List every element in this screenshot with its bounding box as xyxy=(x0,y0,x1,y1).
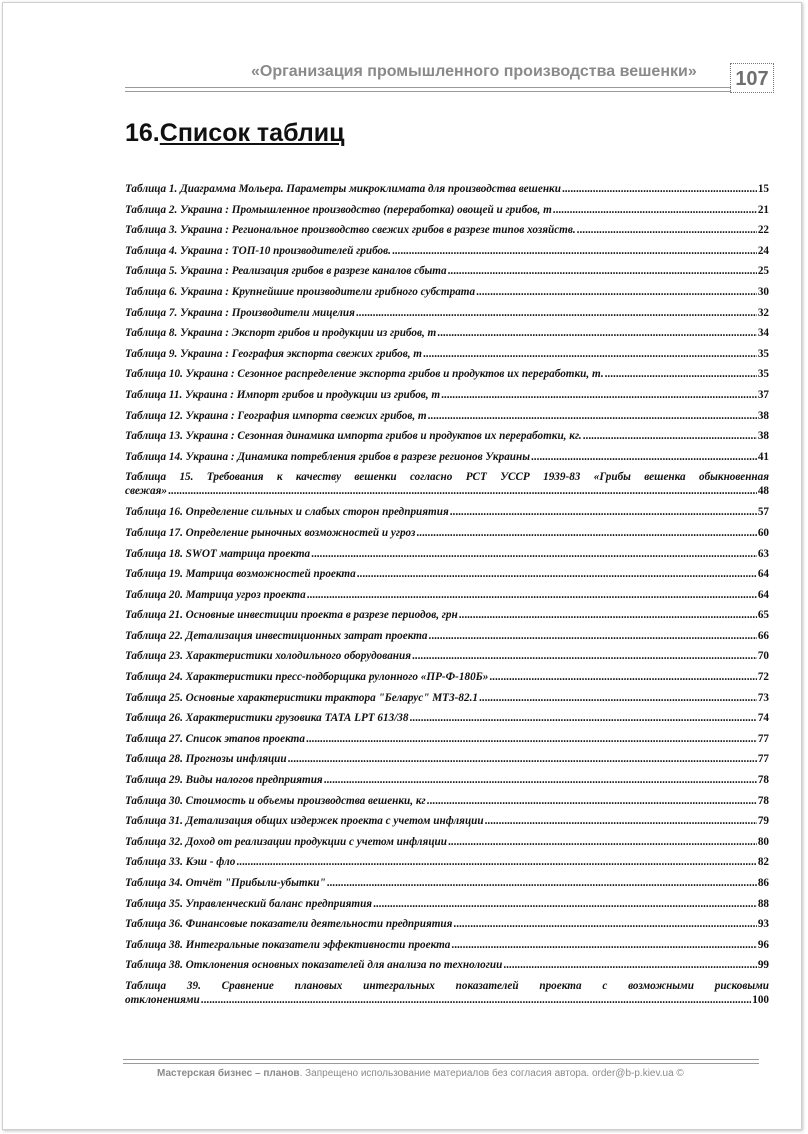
toc-entry[interactable] xyxy=(125,749,769,770)
toc-entry[interactable] xyxy=(125,791,769,812)
dot-leader xyxy=(168,484,757,499)
toc-entry-title: Таблица 19. Матрица возможностей проекта xyxy=(125,568,356,581)
toc-entry[interactable] xyxy=(125,364,769,385)
toc-entry[interactable] xyxy=(125,646,769,667)
dot-leader xyxy=(459,608,757,623)
page-number: 107 xyxy=(730,63,774,93)
toc-entry[interactable] xyxy=(125,303,769,324)
dot-leader xyxy=(416,526,756,541)
dot-leader xyxy=(427,794,757,809)
dot-leader xyxy=(450,505,757,520)
toc-entry-page: 77 xyxy=(757,753,769,766)
toc-entry-page: 80 xyxy=(757,835,769,848)
toc-entry-title: Таблица 15. Требования к качеству вешенки согласно РСТ УССР 1939-83 «Грибы вешенка обыкновенная xyxy=(125,471,769,484)
toc-entry-title: Таблица 13. Украина : Сезонная динамика импорта грибов и продуктов их переработки, кг. xyxy=(125,430,582,443)
toc-entry-page: 99 xyxy=(757,959,769,972)
toc-entry-page: 63 xyxy=(757,547,769,560)
toc-entry-title: Таблица 38. Интегральные показатели эффективности проекта xyxy=(125,938,451,951)
footer-rule-bottom xyxy=(123,1063,759,1064)
document-page xyxy=(2,2,802,1130)
toc-entry-page: 30 xyxy=(757,285,769,298)
toc-entry-page: 35 xyxy=(757,368,769,381)
table-of-tables xyxy=(125,179,769,1011)
toc-entry-page: 21 xyxy=(757,203,769,216)
toc-entry[interactable] xyxy=(125,502,769,523)
toc-entry[interactable] xyxy=(125,708,769,729)
toc-entry-title: Таблица 6. Украина : Крупнейшие производители грибного субстрата xyxy=(125,285,476,298)
toc-entry-title: Таблица 10. Украина : Сезонное распределение экспорта грибов и продуктов их переработки, т. xyxy=(125,368,604,381)
toc-entry-page: 74 xyxy=(757,712,769,725)
dot-leader xyxy=(373,897,757,912)
toc-entry[interactable] xyxy=(125,729,769,750)
toc-entry-title: Таблица 30. Стоимость и объемы производства вешенки, кг xyxy=(125,794,426,807)
dot-leader xyxy=(201,993,751,1008)
footer-notice: . Запрещено использование материалов без согласия автора. order@b-p.kiev.ua xyxy=(299,1068,674,1079)
toc-entry-page: 66 xyxy=(757,629,769,642)
header-rule-top xyxy=(125,87,731,88)
toc-entry-title: Таблица 17. Определение рыночных возможностей и угроз xyxy=(125,526,416,539)
toc-entry-page: 65 xyxy=(757,609,769,622)
toc-entry-page: 86 xyxy=(757,877,769,889)
dot-leader xyxy=(476,285,757,300)
toc-entry[interactable] xyxy=(125,467,769,502)
toc-entry-page: 73 xyxy=(757,691,769,704)
toc-entry-page: 70 xyxy=(757,650,769,663)
toc-entry[interactable] xyxy=(125,667,769,688)
dot-leader xyxy=(437,326,757,341)
toc-entry-title: Таблица 9. Украина : География экспорта свежих грибов, т xyxy=(125,347,422,360)
toc-entry-page: 64 xyxy=(757,568,769,581)
section-number: 16. xyxy=(125,119,160,147)
toc-entry[interactable] xyxy=(125,605,769,626)
dot-leader xyxy=(324,773,757,788)
toc-entry-page: 57 xyxy=(757,506,769,519)
toc-entry[interactable] xyxy=(125,426,769,447)
toc-entry[interactable] xyxy=(125,220,769,241)
header-rule-bottom xyxy=(125,91,731,92)
toc-entry[interactable] xyxy=(125,323,769,344)
dot-leader xyxy=(503,958,757,973)
toc-entry-page: 15 xyxy=(757,183,769,195)
toc-entry-title-continued: свежая» xyxy=(125,485,167,498)
section-heading xyxy=(125,119,345,148)
toc-entry-title: Таблица 29. Виды налогов предприятия xyxy=(125,774,323,787)
dot-leader xyxy=(356,306,757,321)
toc-entry-title: Таблица 18. SWOT матрица проекта xyxy=(125,547,311,560)
toc-entry[interactable] xyxy=(125,344,769,365)
dot-leader xyxy=(553,203,757,218)
toc-entry-page: 79 xyxy=(757,815,769,828)
toc-entry-page: 77 xyxy=(757,732,769,745)
toc-entry-title: Таблица 35. Управленческий баланс предприятия xyxy=(125,897,373,910)
toc-entry-page: 41 xyxy=(757,450,769,463)
toc-entry-title: Таблица 34. Отчёт "Прибыли-убытки" xyxy=(125,877,326,889)
dot-leader xyxy=(583,429,757,444)
toc-entry[interactable] xyxy=(125,873,769,894)
toc-entry-title: Таблица 28. Прогнозы инфляции xyxy=(125,753,287,766)
toc-entry-title: Таблица 21. Основные инвестиции проекта в разрезе периодов, грн xyxy=(125,609,458,622)
toc-entry[interactable] xyxy=(125,406,769,427)
footer-copyright: © xyxy=(676,1068,684,1079)
dot-leader xyxy=(410,711,757,726)
dot-leader xyxy=(531,450,757,465)
toc-entry-page: 32 xyxy=(757,306,769,319)
toc-entry-page: 96 xyxy=(757,938,769,951)
toc-entry[interactable] xyxy=(125,935,769,956)
footer-rule-top xyxy=(123,1059,759,1060)
toc-entry-page: 34 xyxy=(757,327,769,340)
dot-leader xyxy=(306,732,757,747)
toc-entry-title: Таблица 31. Детализация общих издержек проекта с учетом инфляции xyxy=(125,815,484,828)
toc-entry[interactable] xyxy=(125,585,769,606)
dot-leader xyxy=(489,670,756,685)
dot-leader xyxy=(451,938,756,953)
toc-entry-title: Таблица 16. Определение сильных и слабых сторон предприятия xyxy=(125,506,449,519)
toc-entry-page: 72 xyxy=(757,671,769,684)
toc-entry-title: Таблица 11. Украина : Импорт грибов и продукции из грибов, т xyxy=(125,388,441,401)
toc-entry-title: Таблица 24. Характеристики пресс-подборщика рулонного «ПР-Ф-180Б» xyxy=(125,671,489,684)
toc-entry[interactable] xyxy=(125,852,769,873)
running-header: «Организация промышленного производства вешенки» xyxy=(251,63,697,80)
toc-entry-title: Таблица 14. Украина : Динамика потребления грибов в разрезе регионов Украины xyxy=(125,450,530,463)
toc-entry[interactable] xyxy=(125,688,769,709)
dot-leader xyxy=(429,629,757,644)
toc-entry-title: Таблица 33. Кэш - фло xyxy=(125,856,236,869)
dot-leader xyxy=(577,223,757,238)
dot-leader xyxy=(479,691,757,706)
dot-leader xyxy=(562,182,757,197)
toc-entry-title: Таблица 3. Украина : Региональное производство свежих грибов в разрезе типов хозяйств. xyxy=(125,224,576,237)
toc-entry-title: Таблица 22. Детализация инвестиционных затрат проекта xyxy=(125,629,428,642)
toc-entry-title: Таблица 38. Отклонения основных показателей для анализа по технологии xyxy=(125,959,503,972)
dot-leader xyxy=(441,388,757,403)
toc-entry[interactable] xyxy=(125,832,769,853)
toc-entry[interactable] xyxy=(125,894,769,915)
footer-brand: Мастерская бизнес – планов xyxy=(157,1068,300,1079)
toc-entry-title: Таблица 4. Украина : ТОП-10 производителей грибов. xyxy=(125,244,391,257)
dot-leader xyxy=(392,244,757,259)
toc-entry-page: 35 xyxy=(757,347,769,360)
toc-entry-title: Таблица 25. Основные характеристики трактора "Беларус" МТЗ-82.1 xyxy=(125,691,478,704)
toc-entry-page: 64 xyxy=(757,588,769,601)
toc-entry-title: Таблица 12. Украина : География импорта свежих грибов, т xyxy=(125,409,427,422)
toc-entry-page: 38 xyxy=(757,430,769,443)
toc-entry-title: Таблица 5. Украина : Реализация грибов в разрезе каналов сбыта xyxy=(125,265,447,278)
toc-entry[interactable] xyxy=(125,200,769,221)
toc-entry-page: 88 xyxy=(757,897,769,910)
toc-entry-page: 78 xyxy=(757,774,769,787)
dot-leader xyxy=(412,649,757,664)
toc-entry-title: Таблица 7. Украина : Производители мицелия xyxy=(125,306,355,319)
toc-entry-page: 22 xyxy=(757,224,769,237)
section-title: Список таблиц xyxy=(159,119,345,147)
dot-leader xyxy=(453,917,756,932)
toc-entry-page: 60 xyxy=(757,526,769,539)
dot-leader xyxy=(311,547,757,562)
toc-entry-title: Таблица 32. Доход от реализации продукции с учетом инфляции xyxy=(125,835,447,848)
toc-entry-title: Таблица 20. Матрица угроз проекта xyxy=(125,588,306,601)
toc-entry-title-continued: отклонениями xyxy=(125,993,200,1006)
toc-entry[interactable] xyxy=(125,282,769,303)
toc-entry[interactable] xyxy=(125,385,769,406)
toc-entry[interactable] xyxy=(125,914,769,935)
dot-leader xyxy=(236,855,756,870)
toc-entry-page: 82 xyxy=(757,856,769,869)
dot-leader xyxy=(428,409,757,424)
toc-entry-page: 100 xyxy=(752,993,769,1006)
toc-entry-title: Таблица 39. Сравнение плановых интегральных показателей проекта с возможными рисковыми xyxy=(125,979,769,992)
toc-entry[interactable] xyxy=(125,523,769,544)
toc-entry-title: Таблица 23. Характеристики холодильного оборудования xyxy=(125,650,411,663)
toc-entry-page: 93 xyxy=(757,918,769,931)
dot-leader xyxy=(485,814,757,829)
toc-entry[interactable] xyxy=(125,241,769,262)
dot-leader xyxy=(307,588,757,603)
dot-leader xyxy=(423,347,757,362)
toc-entry[interactable] xyxy=(125,770,769,791)
toc-entry[interactable] xyxy=(125,955,769,976)
toc-entry[interactable] xyxy=(125,811,769,832)
toc-entry-page: 25 xyxy=(757,265,769,278)
toc-entry-title: Таблица 2. Украина : Промышленное производство (переработка) овощей и грибов, т xyxy=(125,203,552,216)
toc-entry[interactable] xyxy=(125,447,769,468)
toc-entry-page: 37 xyxy=(757,388,769,401)
toc-entry[interactable] xyxy=(125,976,769,1011)
toc-entry-page: 24 xyxy=(757,244,769,257)
dot-leader xyxy=(357,567,757,582)
dot-leader xyxy=(448,835,757,850)
toc-entry[interactable] xyxy=(125,261,769,282)
footer xyxy=(157,1068,684,1079)
toc-entry-title: Таблица 36. Финансовые показатели деятельности предприятия xyxy=(125,918,453,931)
dot-leader xyxy=(605,367,757,382)
toc-entry[interactable] xyxy=(125,626,769,647)
dot-leader xyxy=(327,876,757,891)
toc-entry[interactable] xyxy=(125,564,769,585)
toc-entry-title: Таблица 1. Диаграмма Мольера. Параметры микроклимата для производства вешенки xyxy=(125,183,561,195)
toc-entry-title: Таблица 8. Украина : Экспорт грибов и продукции из грибов, т xyxy=(125,327,437,340)
toc-entry-page: 38 xyxy=(757,409,769,422)
toc-entry[interactable] xyxy=(125,544,769,565)
toc-entry-page: 78 xyxy=(757,794,769,807)
dot-leader xyxy=(288,752,757,767)
toc-entry-title: Таблица 27. Список этапов проекта xyxy=(125,732,305,745)
toc-entry[interactable] xyxy=(125,179,769,200)
dot-leader xyxy=(448,264,757,279)
toc-entry-page: 48 xyxy=(757,485,769,498)
toc-entry-title: Таблица 26. Характеристики грузовика ТАТА LPT 613/38 xyxy=(125,712,409,725)
